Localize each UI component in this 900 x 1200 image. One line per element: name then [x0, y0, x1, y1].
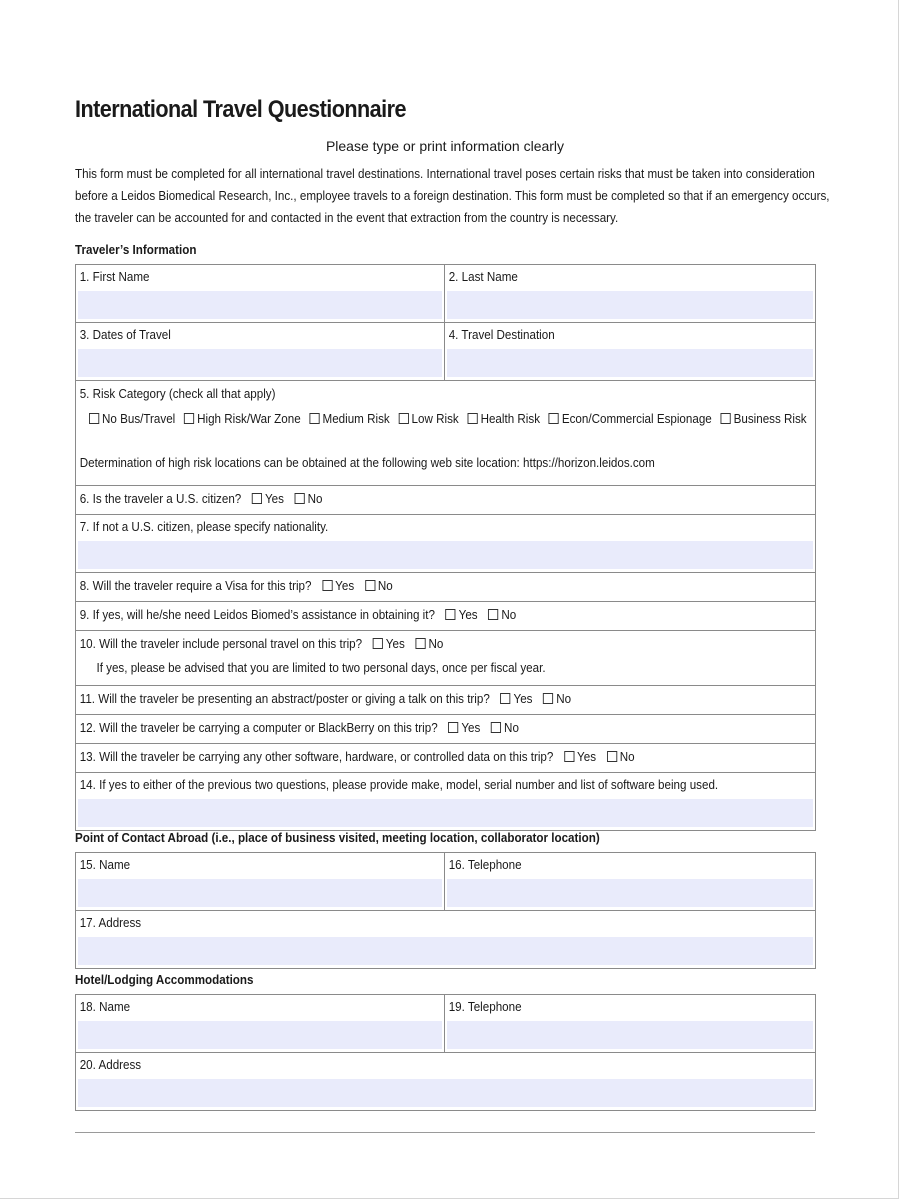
q12-no-label: No: [504, 721, 519, 735]
q11-cell: [76, 686, 816, 715]
contact-address-label: 17. Address: [79, 916, 142, 930]
page-subtitle: Please type or print information clearly: [325, 138, 565, 154]
intro-line: This form must be completed for all international travel destinations. International travel poses certain risks that must be taken into consideration: [75, 167, 815, 181]
q14-cell: [76, 773, 816, 831]
low-risk-checkbox[interactable]: [399, 413, 409, 424]
travel-destination-label: 4. Travel Destination: [448, 328, 555, 342]
risk-location-note: Determination of high risk locations can be obtained at the following web site location: https://horizon.leidos.com: [79, 456, 655, 470]
contact-name-cell: [76, 853, 445, 911]
q6-label: 6. Is the traveler a U.S. citizen?: [79, 492, 242, 506]
contact-name-label: 15. Name: [79, 858, 131, 872]
q6-row: [76, 486, 763, 514]
intro-paragraph: [75, 163, 830, 229]
lodging-heading: Hotel/Lodging Accommodations: [75, 973, 254, 987]
lodging-telephone-cell: [445, 995, 816, 1053]
first-name-cell: [76, 265, 445, 323]
q8-no-checkbox[interactable]: [365, 580, 375, 591]
dates-of-travel-cell: [76, 323, 445, 381]
business-risk-label: Business Risk: [733, 412, 807, 426]
q13-no-label: No: [619, 750, 635, 764]
q8-yes-checkbox[interactable]: [322, 580, 332, 591]
q11-no-label: No: [556, 692, 572, 706]
q11-yes-checkbox[interactable]: [501, 693, 511, 704]
last-name-label: 2. Last Name: [448, 270, 518, 284]
q6-no-label: No: [307, 492, 323, 506]
q12-no-checkbox[interactable]: [491, 722, 501, 733]
dates-of-travel-label: 3. Dates of Travel: [79, 328, 171, 342]
q11-row: [76, 686, 763, 714]
q13-yes-label: Yes: [577, 750, 597, 764]
q10-no-checkbox[interactable]: [415, 638, 425, 649]
high-risk-label: High Risk/War Zone: [197, 412, 301, 426]
q8-no-label: No: [377, 579, 393, 593]
q12-yes-checkbox[interactable]: [448, 722, 458, 733]
econ-espionage-checkbox[interactable]: [549, 413, 559, 424]
risk-category-label: 5. Risk Category (check all that apply): [79, 387, 276, 401]
last-name-field[interactable]: [447, 291, 813, 319]
travelers-info-heading: Traveler’s Information: [75, 243, 197, 257]
q10-row: [76, 631, 763, 657]
q9-no-checkbox[interactable]: [488, 609, 498, 620]
contact-telephone-field[interactable]: [447, 879, 813, 907]
q8-row: [76, 573, 763, 601]
q13-label: 13. Will the traveler be carrying any other software, hardware, or controlled data on this trip?: [79, 750, 554, 764]
equipment-details-field[interactable]: [78, 799, 813, 827]
q6-yes-label: Yes: [264, 492, 284, 506]
travel-destination-cell: [445, 323, 816, 381]
last-name-cell: [445, 265, 816, 323]
q6-cell: [76, 486, 816, 515]
q10-label: 10. Will the traveler include personal travel on this trip?: [79, 637, 363, 651]
lodging-telephone-label: 19. Telephone: [448, 1000, 522, 1014]
q8-label: 8. Will the traveler require a Visa for this trip?: [79, 579, 312, 593]
q10-note: If yes, please be advised that you are limited to two personal days, once per fiscal year.: [96, 661, 546, 675]
q13-row: [76, 744, 763, 772]
q12-yes-label: Yes: [461, 721, 481, 735]
q12-label: 12. Will the traveler be carrying a computer or BlackBerry on this trip?: [79, 721, 438, 735]
q9-label: 9. If yes, will he/she need Leidos Biomed’s assistance in obtaining it?: [79, 608, 435, 622]
q13-cell: [76, 744, 816, 773]
lodging-name-field[interactable]: [78, 1021, 442, 1049]
risk-category-options: [76, 404, 807, 442]
q6-no-checkbox[interactable]: [295, 493, 305, 504]
health-risk-checkbox[interactable]: [468, 413, 478, 424]
intro-line: before a Leidos Biomedical Research, Inc., employee travels to a foreign destination. This form must be completed so that if an emergency occurs,: [75, 189, 830, 203]
lodging-address-label: 20. Address: [79, 1058, 142, 1072]
travel-destination-field[interactable]: [447, 349, 813, 377]
high-risk-checkbox[interactable]: [184, 413, 194, 424]
contact-abroad-heading: Point of Contact Abroad (i.e., place of business visited, meeting location, collaborator location): [75, 831, 600, 845]
intro-line: the traveler can be accounted for and contacted in the event that extraction from the country is necessary.: [75, 211, 619, 225]
q12-cell: [76, 715, 816, 744]
contact-name-field[interactable]: [78, 879, 442, 907]
q8-yes-label: Yes: [335, 579, 355, 593]
q10-yes-checkbox[interactable]: [373, 638, 383, 649]
first-name-field[interactable]: [78, 291, 442, 319]
low-risk-label: Low Risk: [411, 412, 459, 426]
q10-yes-label: Yes: [385, 637, 405, 651]
no-bus-travel-label: No Bus/Travel: [102, 412, 176, 426]
medium-risk-label: Medium Risk: [322, 412, 390, 426]
business-risk-checkbox[interactable]: [721, 413, 731, 424]
lodging-table: [75, 994, 816, 1111]
q10-cell: [76, 631, 816, 686]
no-bus-travel-checkbox[interactable]: [89, 413, 99, 424]
q6-yes-checkbox[interactable]: [252, 493, 262, 504]
dates-of-travel-field[interactable]: [78, 349, 442, 377]
contact-address-cell: [76, 911, 816, 969]
q11-yes-label: Yes: [513, 692, 533, 706]
econ-espionage-label: Econ/Commercial Espionage: [561, 412, 712, 426]
travelers-info-table: [75, 264, 816, 831]
contact-telephone-label: 16. Telephone: [448, 858, 522, 872]
first-name-label: 1. First Name: [79, 270, 150, 284]
lodging-name-label: 18. Name: [79, 1000, 131, 1014]
q9-yes-label: Yes: [458, 608, 478, 622]
risk-category-cell: [76, 381, 816, 486]
health-risk-label: Health Risk: [480, 412, 541, 426]
contact-abroad-table: [75, 852, 816, 969]
lodging-address-field[interactable]: [78, 1079, 813, 1107]
q9-cell: [76, 602, 816, 631]
q8-cell: [76, 573, 816, 602]
page-title: International Travel Questionnaire: [75, 96, 406, 123]
q9-row: [76, 602, 763, 630]
contact-telephone-cell: [445, 853, 816, 911]
nationality-field[interactable]: [78, 541, 813, 569]
contact-address-field[interactable]: [78, 937, 813, 965]
q7-cell: [76, 515, 816, 573]
q9-no-label: No: [501, 608, 517, 622]
lodging-name-cell: [76, 995, 445, 1053]
q12-row: [76, 715, 763, 743]
q13-yes-checkbox[interactable]: [564, 751, 574, 762]
q11-label: 11. Will the traveler be presenting an abstract/poster or giving a talk on this trip?: [79, 692, 490, 706]
lodging-telephone-field[interactable]: [447, 1021, 813, 1049]
medium-risk-checkbox[interactable]: [310, 413, 320, 424]
q10-no-label: No: [428, 637, 444, 651]
q14-label: 14. If yes to either of the previous two questions, please provide make, model, serial number and list of software being used.: [79, 778, 719, 792]
q11-no-checkbox[interactable]: [543, 693, 553, 704]
bottom-divider: [75, 1132, 815, 1133]
lodging-address-cell: [76, 1053, 816, 1111]
q7-label: 7. If not a U.S. citizen, please specify nationality.: [79, 520, 329, 534]
q9-yes-checkbox[interactable]: [446, 609, 456, 620]
q13-no-checkbox[interactable]: [607, 751, 617, 762]
